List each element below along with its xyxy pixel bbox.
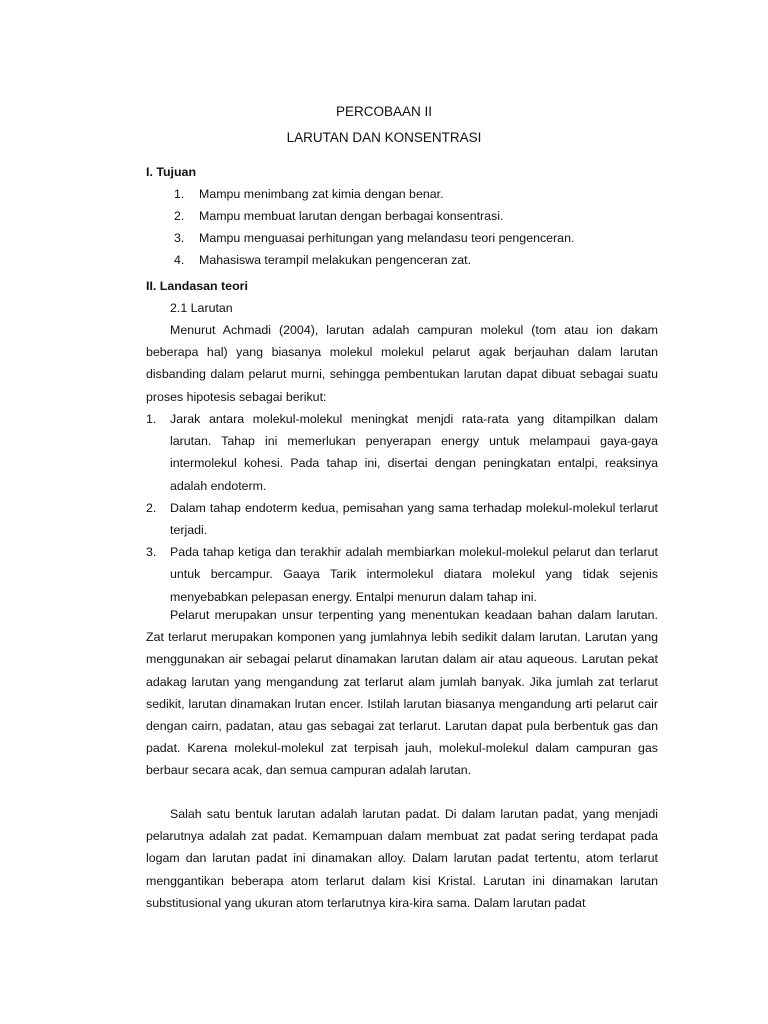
list-item	[146, 541, 658, 608]
list-item	[146, 205, 658, 227]
list-number: 3.	[146, 545, 157, 560]
list-number: 3.	[174, 231, 185, 245]
list-text: Jarak antara molekul-molekul meningkat menjdi rata-rata yang ditampilkan dalam larutan. Tahap ini memerlukan penyerapan energy untuk melampaui gaya-gaya intermolekul kohesi. Pada tahap ini, disertai dengan peningkatan entalpi, reaksinya adalah endoterm.	[170, 412, 658, 493]
list-item	[146, 408, 658, 497]
list-text: Dalam tahap endoterm kedua, pemisahan yang sama terhadap molekul-molekul terlarut terjadi.	[170, 500, 658, 538]
list-text: Mampu menguasai perhitungan yang melandasu teori pengenceran.	[199, 231, 575, 245]
document-subtitle: LARUTAN DAN KONSENTRASI	[286, 130, 482, 145]
list-number: 2.	[146, 500, 157, 515]
list-text: Pada tahap ketiga dan terakhir adalah membiarkan molekul-molekul pelarut dan terlarut untuk bercampur. Gaaya Tarik intermolekul diatara molekul yang tidak sejenis menyebabkan pelepasan energy. Entalpi menurun dalam tahap ini.	[170, 545, 658, 604]
list-number: 1.	[174, 187, 185, 201]
list-number: 4.	[174, 253, 185, 267]
steps-list	[146, 408, 658, 608]
section-heading-landasan: II. Landasan teori	[146, 279, 248, 293]
list-text: Mahasiswa terampil melakukan pengenceran zat.	[199, 253, 472, 267]
list-item	[146, 497, 658, 541]
tujuan-list	[146, 183, 658, 271]
paragraph-larutan-padat: Salah satu bentuk larutan adalah larutan padat. Di dalam larutan padat, yang menjadi pelarutnya adalah zat padat. Kemampuan dalam membuat zat padat sering terdapat pada logam dan larutan padat ini dinamakan alloy. Dalam larutan padat tertentu, atom terlarut menggantikan beberapa atom terlarut dalam kisi Kristal. Larutan ini dinamakan larutan substitusional yang ukuran atom terlarutnya kira-kira sama. Dalam larutan padat	[146, 807, 658, 910]
list-text: Mampu membuat larutan dengan berbagai konsentrasi.	[199, 209, 504, 223]
paragraph-intro: Menurut Achmadi (2004), larutan adalah campuran molekul (tom atau ion dakam beberapa hal) yang biasanya molekul molekul pelarut agak berjauhan dalam larutan disbanding dalam pelarut murni, sehingga pembentukan larutan dapat dibuat sebagai suatu proses hipotesis sebagai berikut:	[146, 323, 658, 404]
list-item	[146, 183, 658, 205]
list-number: 2.	[174, 209, 185, 223]
document-title: PERCOBAAN II	[335, 104, 433, 119]
list-item	[146, 227, 658, 249]
list-number: 1.	[146, 412, 157, 426]
paragraph-pelarut: Pelarut merupakan unsur terpenting yang menentukan keadaan bahan dalam larutan. Zat terlarut merupakan komponen yang jumlahnya lebih sedikit dalam larutan. Larutan yang menggunakan air sebagai pelarut dinamakan larutan dalam air atau aqueous. Larutan pekat adakag larutan yang mengandung zat terlarut alam jumlah banyak. Jika jumlah zat terlarut sedikit, larutan dinamakan lrutan encer. Istilah larutan biasanya mengandung arti pelarut cair dengan cairn, padatan, atau gas sebagai zat terlarut. Larutan dapat pula berbentuk gas dan padat. Karena molekul-molekul zat terpisah jauh, molekul-molekul dalam campuran gas berbaur secara acak, dan semua campuran adalah larutan.	[146, 608, 658, 778]
list-text: Mampu menimbang zat kimia dengan benar.	[199, 187, 444, 201]
section-heading-tujuan: I. Tujuan	[146, 165, 197, 179]
subsection-heading: 2.1 Larutan	[170, 301, 233, 315]
list-item	[146, 249, 658, 271]
